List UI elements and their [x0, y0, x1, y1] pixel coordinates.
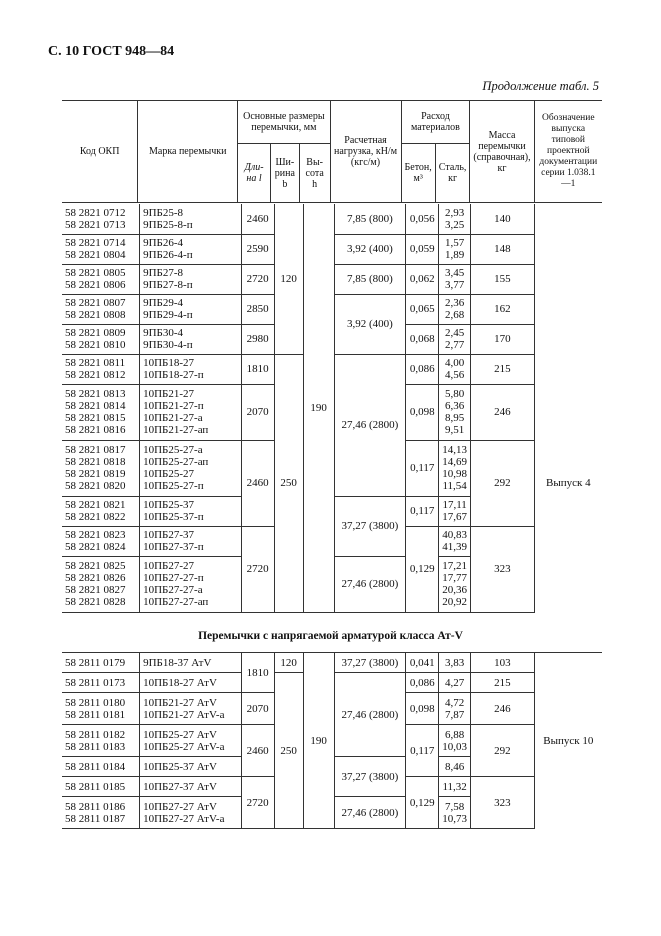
col-width: Ши-рина b [270, 144, 299, 203]
okp-code: 58 2811 0179 [62, 653, 140, 673]
col-series: Обозначение выпуска типовой проектной документации серии 1.038.1—1 [534, 101, 602, 203]
steel-value: 8,46 [439, 757, 471, 777]
length-value: 2460 [241, 725, 274, 777]
mass-value: 292 [470, 440, 534, 526]
steel-value: 3,83 [439, 653, 471, 673]
concrete-value: 0,041 [406, 653, 439, 673]
steel-value: 40,83 41,39 [439, 526, 471, 556]
okp-code: 58 2821 0714 58 2821 0804 [62, 234, 140, 264]
length-value: 1810 [241, 354, 274, 384]
concrete-value: 0,098 [406, 693, 439, 725]
lintel-mark: 10ПБ25-27-а 10ПБ25-27-ап 10ПБ25-27 10ПБ25-27-п [140, 440, 242, 496]
length-value: 2980 [241, 324, 274, 354]
lintel-mark: 10ПБ25-37 10ПБ25-37-п [140, 496, 242, 526]
okp-code: 58 2811 0180 58 2811 0181 [62, 693, 140, 725]
col-mark: Марка перемычки [138, 101, 238, 203]
col-length: Дли-на l [238, 144, 271, 203]
concrete-value: 0,086 [406, 673, 439, 693]
load-value: 37,27 (3800) [334, 496, 406, 556]
steel-value: 4,00 4,56 [439, 354, 471, 384]
col-consumption: Расход материалов [401, 101, 470, 144]
okp-code: 58 2821 0823 58 2821 0824 [62, 526, 140, 556]
col-height: Вы-сота h [299, 144, 330, 203]
lintel-mark: 9ПБ27-8 9ПБ27-8-п [140, 264, 242, 294]
okp-code: 58 2821 0805 58 2821 0806 [62, 264, 140, 294]
lintel-mark: 9ПБ25-8 9ПБ25-8-п [140, 204, 242, 234]
table-main [62, 204, 602, 613]
col-code: Код ОКП [62, 101, 138, 203]
width-value: 120 [274, 204, 303, 354]
length-value: 2720 [241, 264, 274, 294]
lintel-mark: 10ПБ21-27 10ПБ21-27-п 10ПБ21-27-а 10ПБ21-27-ап [140, 384, 242, 440]
lintel-mark: 10ПБ18-27 10ПБ18-27-п [140, 354, 242, 384]
concrete-value: 0,068 [406, 324, 439, 354]
load-value: 27,46 (2800) [334, 354, 406, 496]
table-row [62, 204, 602, 234]
length-value: 1810 [241, 653, 274, 693]
mass-value: 148 [470, 234, 534, 264]
page-header: С. 10 ГОСТ 948—84 [48, 44, 175, 59]
table-header [62, 100, 602, 203]
load-value: 27,46 (2800) [334, 673, 406, 757]
okp-code: 58 2821 0813 58 2821 0814 58 2821 0815 58 2821 0816 [62, 384, 140, 440]
load-value: 27,46 (2800) [334, 556, 406, 612]
length-value: 2460 [241, 204, 274, 234]
steel-value: 4,72 7,87 [439, 693, 471, 725]
mass-value: 215 [470, 673, 534, 693]
load-value: 37,27 (3800) [334, 653, 406, 673]
concrete-value: 0,086 [406, 354, 439, 384]
length-value: 2720 [241, 777, 274, 829]
width-value: 250 [274, 354, 303, 612]
lintel-mark: 10ПБ18-27 АтV [140, 673, 242, 693]
steel-value: 2,45 2,77 [439, 324, 471, 354]
table-row [62, 653, 602, 673]
concrete-value: 0,056 [406, 204, 439, 234]
lintel-mark: 10ПБ25-37 АтV [140, 757, 242, 777]
okp-code: 58 2821 0809 58 2821 0810 [62, 324, 140, 354]
mass-value: 246 [470, 384, 534, 440]
steel-value: 1,57 1,89 [439, 234, 471, 264]
steel-value: 17,21 17,77 20,36 20,92 [439, 556, 471, 612]
col-load: Расчетная нагрузка, кН/м (кгс/м) [330, 101, 401, 203]
length-value: 2720 [241, 526, 274, 612]
col-steel: Сталь, кг [435, 144, 470, 203]
okp-code: 58 2811 0184 [62, 757, 140, 777]
concrete-value: 0,117 [406, 496, 439, 526]
okp-code: 58 2821 0811 58 2821 0812 [62, 354, 140, 384]
length-value: 2070 [241, 384, 274, 440]
col-mass: Масса перемычки (справочная), кг [470, 101, 534, 203]
concrete-value: 0,129 [406, 777, 439, 829]
length-value: 2460 [241, 440, 274, 526]
continuation-label: Продолжение табл. 5 [482, 79, 599, 93]
lintel-mark: 10ПБ27-27 10ПБ27-27-п 10ПБ27-27-а 10ПБ27-27-ап [140, 556, 242, 612]
lintel-mark: 9ПБ30-4 9ПБ30-4-п [140, 324, 242, 354]
load-value: 3,92 (400) [334, 234, 406, 264]
mass-value: 155 [470, 264, 534, 294]
okp-code: 58 2821 0712 58 2821 0713 [62, 204, 140, 234]
concrete-value: 0,117 [406, 725, 439, 777]
table-atv [62, 652, 602, 829]
lintel-mark: 10ПБ27-27 АтV 10ПБ27-27 АтV-а [140, 797, 242, 829]
steel-value: 7,58 10,73 [439, 797, 471, 829]
width-value: 120 [274, 653, 303, 673]
steel-value: 17,11 17,67 [439, 496, 471, 526]
length-value: 2590 [241, 234, 274, 264]
lintel-mark: 10ПБ27-37 10ПБ27-37-п [140, 526, 242, 556]
length-value: 2850 [241, 294, 274, 324]
concrete-value: 0,059 [406, 234, 439, 264]
okp-code: 58 2811 0173 [62, 673, 140, 693]
mass-value: 292 [470, 725, 534, 777]
okp-code: 58 2821 0821 58 2821 0822 [62, 496, 140, 526]
load-value: 3,92 (400) [334, 294, 406, 354]
load-value: 37,27 (3800) [334, 757, 406, 797]
okp-code: 58 2821 0825 58 2821 0826 58 2821 0827 58 2821 0828 [62, 556, 140, 612]
series-cell [534, 204, 602, 354]
okp-code: 58 2811 0185 [62, 777, 140, 797]
steel-value: 11,32 [439, 777, 471, 797]
lintel-mark: 10ПБ27-37 АтV [140, 777, 242, 797]
load-value: 7,85 (800) [334, 264, 406, 294]
lintel-mark: 9ПБ29-4 9ПБ29-4-п [140, 294, 242, 324]
mass-value: 140 [470, 204, 534, 234]
mass-value: 323 [470, 526, 534, 612]
steel-value: 6,88 10,03 [439, 725, 471, 757]
concrete-value: 0,117 [406, 440, 439, 496]
mass-value: 323 [470, 777, 534, 829]
steel-value: 5,80 6,36 8,95 9,51 [439, 384, 471, 440]
concrete-value: 0,062 [406, 264, 439, 294]
series-value: Выпуск 10 [534, 653, 602, 829]
okp-code: 58 2821 0817 58 2821 0818 58 2821 0819 58 2821 0820 [62, 440, 140, 496]
width-value: 250 [274, 673, 303, 829]
concrete-value: 0,098 [406, 384, 439, 440]
steel-value: 2,93 3,25 [439, 204, 471, 234]
mass-value: 215 [470, 354, 534, 384]
height-value: 190 [303, 653, 334, 829]
lintel-mark: 9ПБ26-4 9ПБ26-4-п [140, 234, 242, 264]
concrete-value: 0,065 [406, 294, 439, 324]
steel-value: 14,13 14,69 10,98 11,54 [439, 440, 471, 496]
steel-value: 2,36 2,68 [439, 294, 471, 324]
okp-code: 58 2811 0186 58 2811 0187 [62, 797, 140, 829]
mass-value: 103 [470, 653, 534, 673]
lintel-mark: 10ПБ25-27 АтV 10ПБ25-27 АтV-а [140, 725, 242, 757]
col-dims: Основные размеры перемычки, мм [238, 101, 330, 144]
lintel-mark: 10ПБ21-27 АтV 10ПБ21-27 АтV-а [140, 693, 242, 725]
col-concrete: Бетон, м³ [401, 144, 435, 203]
steel-value: 4,27 [439, 673, 471, 693]
load-value: 7,85 (800) [334, 204, 406, 234]
series-value: Выпуск 4 [534, 354, 602, 612]
lintel-mark: 9ПБ18-37 АтV [140, 653, 242, 673]
concrete-value: 0,129 [406, 526, 439, 612]
mass-value: 162 [470, 294, 534, 324]
length-value: 2070 [241, 693, 274, 725]
mass-value: 246 [470, 693, 534, 725]
steel-value: 3,45 3,77 [439, 264, 471, 294]
okp-code: 58 2811 0182 58 2811 0183 [62, 725, 140, 757]
okp-code: 58 2821 0807 58 2821 0808 [62, 294, 140, 324]
height-value: 190 [303, 204, 334, 612]
mass-value: 170 [470, 324, 534, 354]
section-title: Перемычки с напрягаемой арматурой класса Ат-V [198, 630, 463, 642]
load-value: 27,46 (2800) [334, 797, 406, 829]
